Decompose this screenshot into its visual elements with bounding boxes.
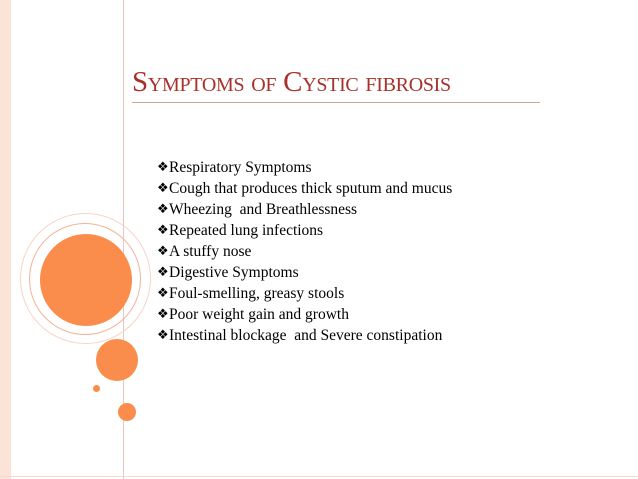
- list-item: [157, 157, 452, 178]
- list-item-text: Foul-smelling, greasy stools: [169, 285, 345, 302]
- list-item-text: A stuffy nose: [169, 243, 252, 260]
- list-item: [157, 199, 452, 220]
- list-item-text: Wheezing and Breathlessness: [169, 201, 358, 218]
- list-item: [157, 220, 452, 241]
- diamond-bullet-icon: ❖: [157, 223, 169, 238]
- list-item-text: Poor weight gain and growth: [169, 306, 349, 323]
- diamond-bullet-icon: ❖: [157, 286, 169, 301]
- diamond-bullet-icon: ❖: [157, 202, 169, 217]
- list-item: [157, 325, 452, 346]
- list-item: [157, 304, 452, 325]
- bottom-border: [0, 476, 638, 477]
- list-item-text: Intestinal blockage and Severe constipation: [169, 327, 443, 344]
- list-item: [157, 283, 452, 304]
- list-item-text: Repeated lung infections: [169, 222, 324, 239]
- list-item-text: Cough that produces thick sputum and mucus: [169, 180, 453, 197]
- list-item-text: Digestive Symptoms: [169, 264, 299, 281]
- diamond-bullet-icon: ❖: [157, 328, 169, 343]
- diamond-bullet-icon: ❖: [157, 307, 169, 322]
- left-decorative-bar: [0, 0, 11, 479]
- decorative-medium-circle: [96, 339, 138, 381]
- diamond-bullet-icon: ❖: [157, 244, 169, 259]
- decorative-tiny-circle: [93, 385, 100, 392]
- diamond-bullet-icon: ❖: [157, 160, 169, 175]
- title-underline: [132, 102, 540, 103]
- decorative-large-circle: [40, 234, 132, 326]
- slide-title: Symptoms of Cystic fibrosis: [132, 66, 451, 98]
- list-item-text: Respiratory Symptoms: [169, 159, 312, 176]
- symptom-list: [157, 157, 452, 346]
- list-item: [157, 178, 452, 199]
- diamond-bullet-icon: ❖: [157, 265, 169, 280]
- decorative-small-circle: [118, 403, 136, 421]
- list-item: [157, 262, 452, 283]
- list-item: [157, 241, 452, 262]
- diamond-bullet-icon: ❖: [157, 181, 169, 196]
